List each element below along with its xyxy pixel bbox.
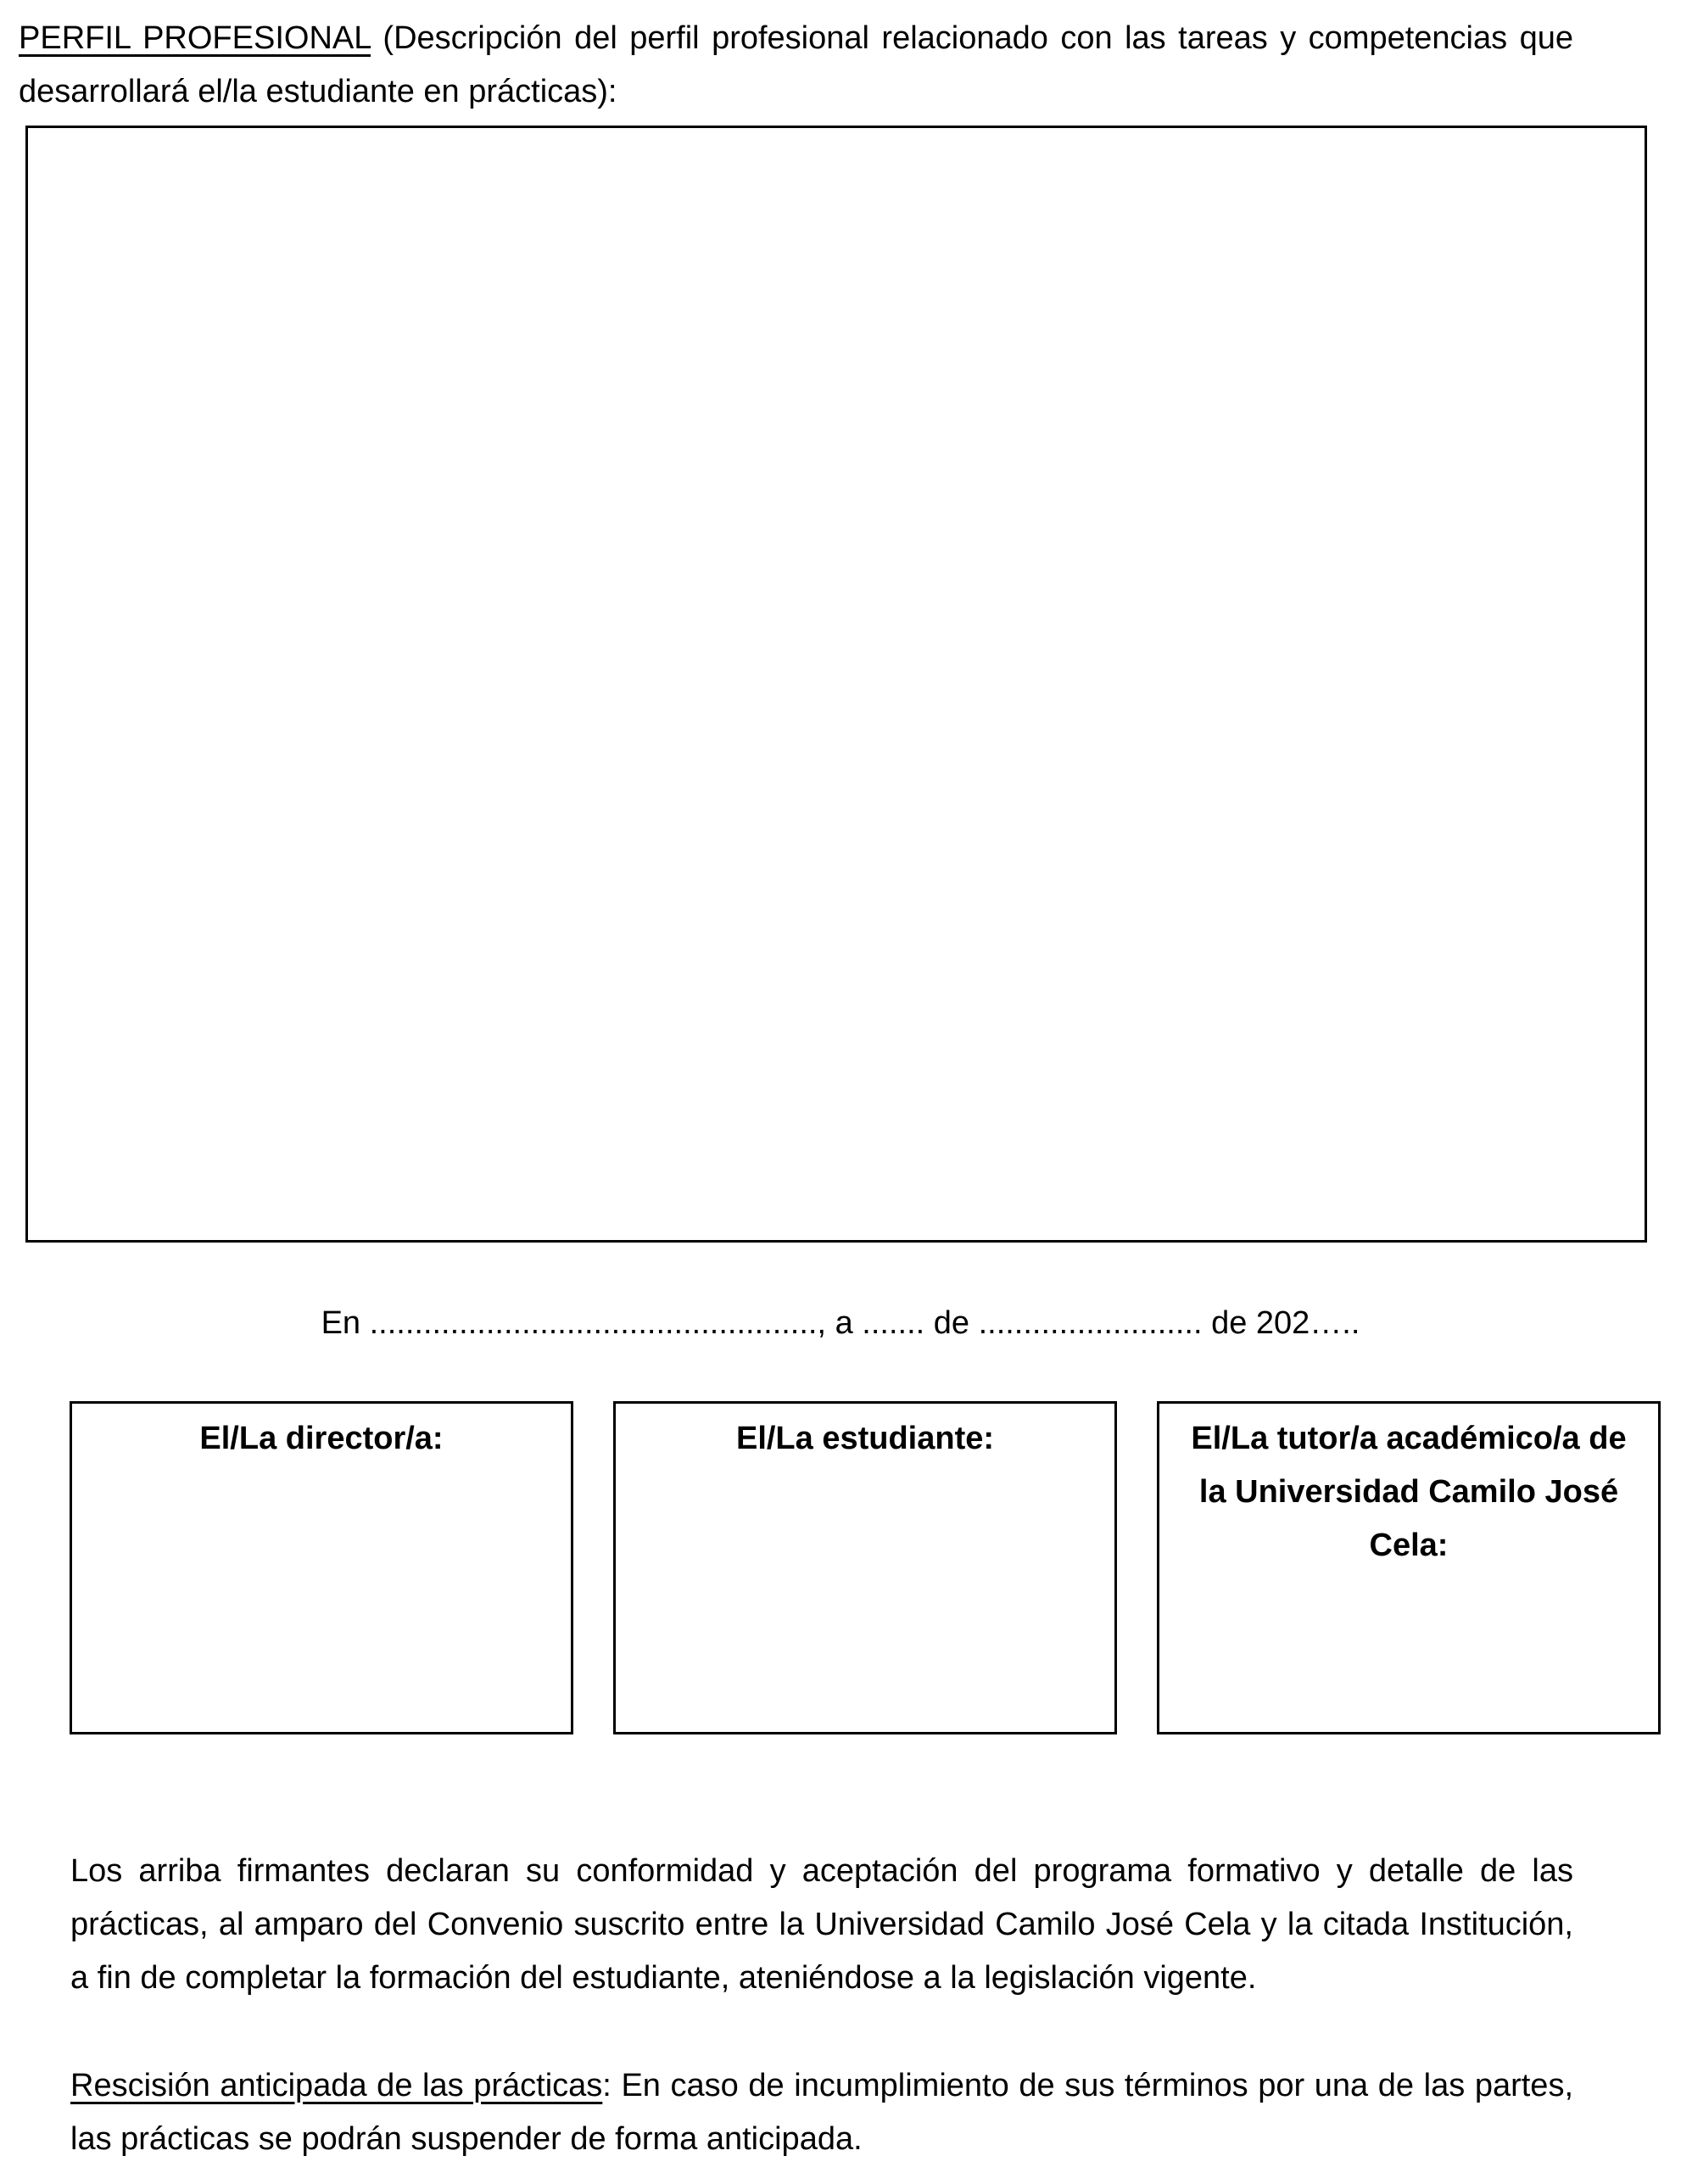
signature-box-estudiante[interactable] [613, 1401, 1117, 1734]
signature-box-director[interactable] [70, 1401, 573, 1734]
rescission-text: : En caso de incumplimiento de sus términos por una de las partes, las prácticas se podrán suspender de forma anticipada. [70, 2068, 1573, 2157]
signature-box-tutor-academico-label: El/La tutor/a académico/a de la Universidad Camilo José Cela: [1191, 1421, 1627, 1563]
signature-box-tutor-academico[interactable] [1157, 1401, 1661, 1734]
section-heading-description: (Descripción del perfil profesional relacionado con las tareas y competencias que desarrollará el/la estudiante en prácticas): [19, 20, 1573, 109]
section-heading [19, 12, 1573, 119]
signature-row [70, 1401, 1661, 1734]
date-line: En .................................................., a ....... de ......................... de 202….. [321, 1305, 1360, 1341]
rescission-paragraph [70, 2059, 1573, 2166]
section-heading-underlined-label: PERFIL PROFESIONAL [19, 20, 371, 56]
agreement-paragraph: Los arriba firmantes declaran su conformidad y aceptación del programa formativo y detalle de las prácticas, al amparo del Convenio suscrito entre la Universidad Camilo José Cela y la citada Institución, a fin de completar la formación del estudiante, ateniéndose a la legislación vigente. [70, 1853, 1573, 1996]
signature-box-estudiante-label: El/La estudiante: [735, 1421, 995, 1456]
rescission-underlined-label: Rescisión anticipada de las prácticas [70, 2068, 603, 2103]
perfil-profesional-field[interactable] [25, 126, 1647, 1243]
signature-box-director-label: El/La director/a: [199, 1421, 444, 1456]
